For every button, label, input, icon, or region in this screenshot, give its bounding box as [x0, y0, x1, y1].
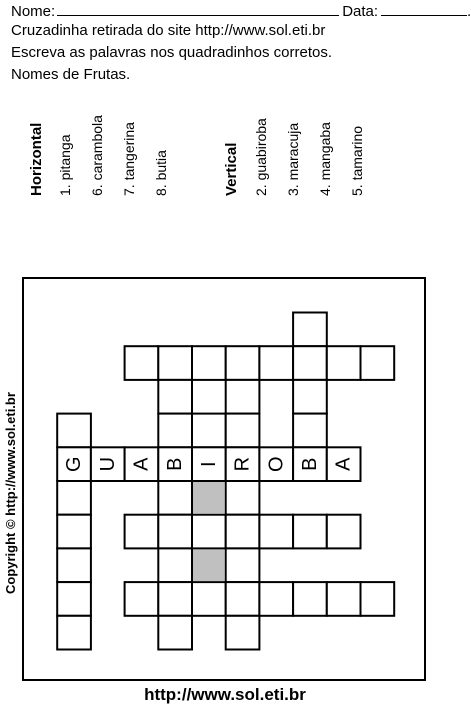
side-copyright [0, 0, 22, 708]
grid-cell[interactable] [125, 346, 159, 380]
instruction-line: Escreva as palavras nos quadradinhos corretos. [11, 44, 333, 61]
grid-cell[interactable] [192, 582, 226, 616]
grid-cell[interactable] [57, 414, 91, 448]
footer-url[interactable]: http://www.sol.eti.br [144, 685, 306, 704]
grid-cell[interactable] [158, 548, 192, 582]
grid-cell[interactable] [259, 582, 293, 616]
shaded-cell [193, 549, 225, 581]
grid-cell[interactable] [226, 414, 260, 448]
grid-letter: U [96, 456, 119, 472]
grid-letter: O [265, 456, 288, 472]
source-line: Cruzadinha retirada do site http://www.sol.eti.br [11, 22, 326, 39]
grid-letter: A [130, 457, 153, 471]
grid-cell[interactable] [259, 346, 293, 380]
grid-letter: G [63, 456, 86, 472]
grid-cell[interactable] [158, 515, 192, 549]
shaded-cell [193, 482, 225, 514]
clue-item: 8. butia [153, 150, 169, 196]
grid-cell[interactable] [293, 582, 327, 616]
grid-cell[interactable] [293, 346, 327, 380]
grid-letter: B [299, 457, 321, 471]
vertical-title: Vertical [223, 142, 240, 196]
clue-item: 5. tamarino [349, 125, 365, 196]
grid-cell[interactable] [361, 346, 395, 380]
grid-cell[interactable] [226, 548, 260, 582]
grid-cell[interactable] [158, 616, 192, 650]
grid-cell[interactable] [125, 582, 159, 616]
grid-cell[interactable] [226, 515, 260, 549]
grid-cell[interactable] [327, 582, 361, 616]
grid-cell[interactable] [57, 481, 91, 515]
grid-cell[interactable] [293, 380, 327, 414]
clue-item: 6. carambola [89, 115, 105, 196]
grid-cell[interactable] [226, 380, 260, 414]
grid-letter: R [231, 456, 254, 472]
grid-cell[interactable] [327, 515, 361, 549]
grid-cell[interactable] [192, 346, 226, 380]
grid-letter: I [197, 461, 220, 467]
grid-cell[interactable] [158, 380, 192, 414]
grid-cell[interactable] [226, 346, 260, 380]
side-copyright-text: Copyright © http://www.sol.eti.br [3, 392, 18, 594]
clue-item: 1. pitanga [57, 134, 73, 196]
name-label: Nome: [11, 3, 56, 20]
grid-cell[interactable] [192, 414, 226, 448]
grid-cell[interactable] [226, 582, 260, 616]
grid-letter: B [164, 457, 187, 471]
grid-cell[interactable] [293, 313, 327, 347]
grid-cell[interactable] [57, 582, 91, 616]
grid-cell[interactable] [158, 346, 192, 380]
clue-item: 4. mangaba [317, 122, 333, 196]
grid-cell[interactable] [226, 481, 260, 515]
grid-cell[interactable] [259, 515, 293, 549]
theme-line: Nomes de Frutas. [11, 66, 131, 83]
clue-item: 3. maracuja [285, 122, 301, 196]
grid-cell[interactable] [125, 515, 159, 549]
grid-cell[interactable] [158, 414, 192, 448]
horizontal-title: Horizontal [28, 122, 45, 196]
grid-cell[interactable] [158, 582, 192, 616]
grid-cell[interactable] [293, 515, 327, 549]
grid-cell[interactable] [57, 515, 91, 549]
clue-item: 2. guabiroba [253, 118, 269, 196]
grid-cell[interactable] [57, 548, 91, 582]
clue-item: 7. tangerina [121, 122, 137, 196]
grid-cell[interactable] [327, 346, 361, 380]
date-label: Data: [342, 3, 379, 20]
grid-cell[interactable] [361, 582, 395, 616]
grid-letter: A [332, 457, 355, 471]
grid-cell[interactable] [293, 414, 327, 448]
grid-cells [57, 313, 394, 650]
date-end-dot: . [467, 3, 471, 20]
grid-cell[interactable] [226, 616, 260, 650]
grid-cell[interactable] [57, 616, 91, 650]
grid-cell[interactable] [192, 515, 226, 549]
grid-cell[interactable] [158, 481, 192, 515]
